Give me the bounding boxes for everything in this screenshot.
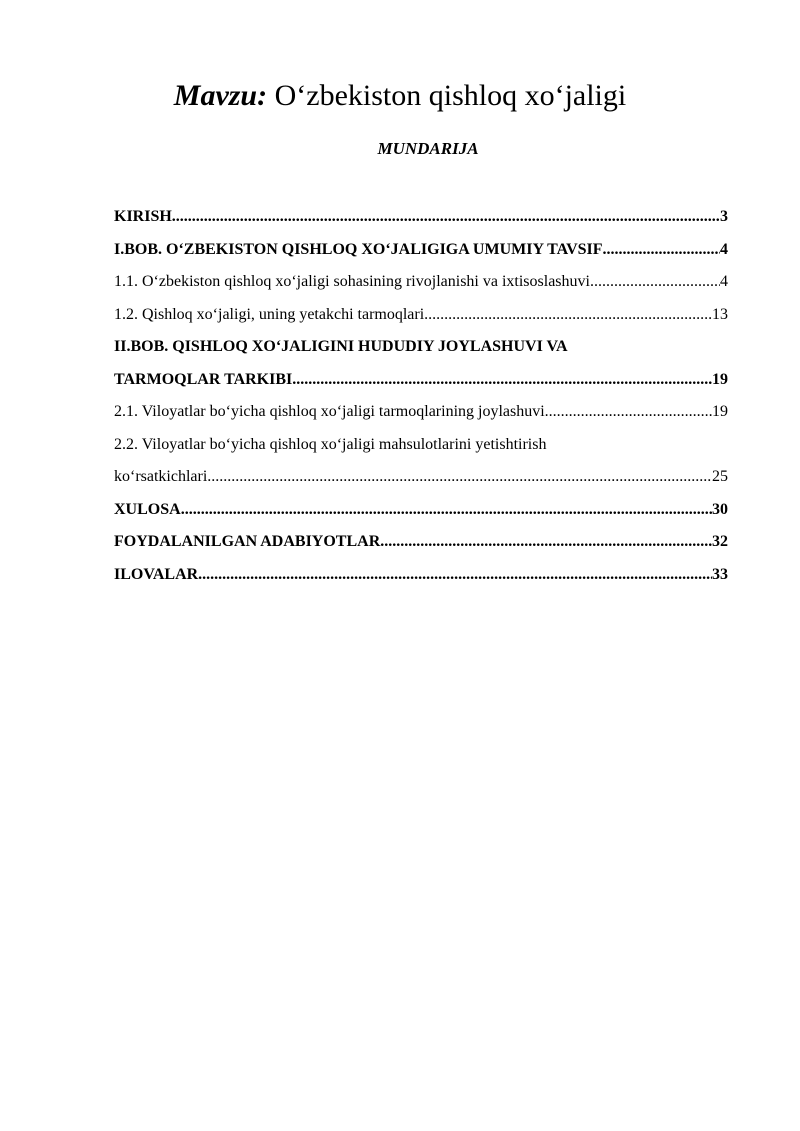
toc-entry-1-2[interactable] xyxy=(114,303,728,327)
dot-leader xyxy=(198,563,712,587)
toc-entry-title: XULOSA xyxy=(114,500,181,518)
toc-entry-title: KIRISH xyxy=(114,208,172,225)
toc-entry-title: ILOVALAR xyxy=(114,565,199,583)
toc-page-number: 4 xyxy=(720,273,728,290)
toc-entry-title: FOYDALANILGAN ADABIYOTLAR xyxy=(114,533,381,550)
toc-page-number: 19 xyxy=(712,403,728,420)
toc-entry-2-2[interactable] xyxy=(114,465,728,489)
dot-leader xyxy=(380,530,712,554)
toc-entry-adabiyotlar[interactable] xyxy=(114,530,728,554)
title-text: O‘zbekiston qishloq xo‘jaligi xyxy=(267,79,627,112)
toc-entry-title: 1.2. Qishloq xo‘jaligi, uning yetakchi tarmoqlari xyxy=(114,305,425,323)
toc-entry-xulosa[interactable] xyxy=(114,498,728,522)
toc-entry-kirish[interactable] xyxy=(114,205,728,229)
dot-leader xyxy=(172,205,720,229)
toc-page-number: 30 xyxy=(712,500,728,518)
toc-page-number: 3 xyxy=(720,208,728,225)
toc-entry-title: 1.1. O‘zbekiston qishloq xo‘jaligi sohasining rivojlanishi va ixtisoslashuvi xyxy=(114,273,590,290)
dot-leader xyxy=(424,303,712,327)
toc-heading: MUNDARIJA xyxy=(377,139,479,158)
dot-leader xyxy=(181,498,712,522)
title-label: Mavzu: xyxy=(173,79,268,112)
dot-leader xyxy=(545,400,712,424)
table-of-contents xyxy=(114,205,728,595)
toc-entry-2-1[interactable] xyxy=(114,400,728,424)
toc-entry-title: TARMOQLAR TARKIBI xyxy=(114,370,293,388)
toc-page-number: 32 xyxy=(712,533,728,550)
dot-leader xyxy=(292,368,712,392)
page-title xyxy=(0,76,800,116)
toc-page-number: 19 xyxy=(712,370,728,388)
toc-entry-bob1[interactable] xyxy=(114,238,728,262)
toc-entry-title: 2.1. Viloyatlar bo‘yicha qishloq xo‘jaligi tarmoqlarining joylashuvi xyxy=(114,403,545,420)
toc-entry-1-1[interactable] xyxy=(114,270,728,294)
dot-leader xyxy=(207,465,712,489)
toc-page-number: 13 xyxy=(712,305,728,323)
toc-entry-title: ko‘rsatkichlari xyxy=(114,468,208,485)
toc-entry-title: I.BOB. O‘ZBEKISTON QISHLOQ XO‘JALIGIGA UMUMIY TAVSIF xyxy=(114,240,603,258)
toc-entry-bob2[interactable] xyxy=(114,368,728,392)
toc-page-number: 33 xyxy=(712,565,728,583)
toc-page-number: 4 xyxy=(720,240,728,258)
toc-entry-bob2-line1[interactable]: II.BOB. QISHLOQ XO‘JALIGINI HUDUDIY JOYLASHUVI VA xyxy=(114,338,568,355)
dot-leader xyxy=(590,270,720,294)
toc-entry-ilovalar[interactable] xyxy=(114,563,728,587)
toc-page-number: 25 xyxy=(712,468,728,485)
dot-leader xyxy=(603,238,720,262)
toc-entry-2-2-line1[interactable]: 2.2. Viloyatlar bo‘yicha qishloq xo‘jaligi mahsulotlarini yetishtirish xyxy=(114,435,547,453)
